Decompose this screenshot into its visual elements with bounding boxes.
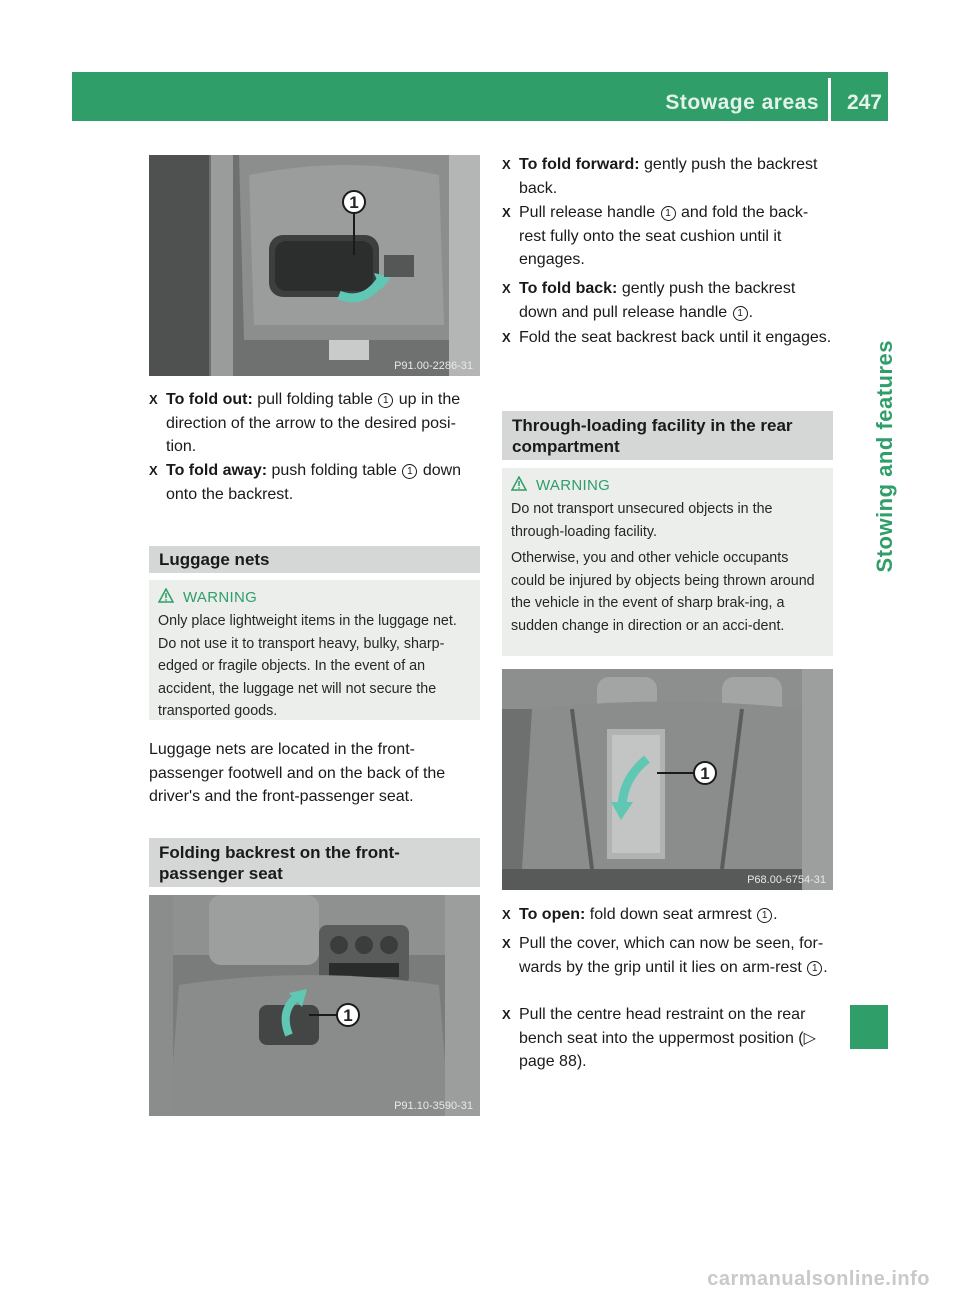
chapter-tab-label: Stowing and features (872, 340, 897, 573)
header-divider (828, 78, 831, 121)
warning-title: WARNING (511, 476, 824, 496)
step-fold-backrest-back: X Fold the seat backrest back until it engages. (502, 326, 833, 350)
step-arrow-icon: X (502, 281, 511, 296)
footer-watermark: carmanualsonline.info (707, 1268, 930, 1290)
warning-text: Only place lightweight items in the luggage net. Do not use it to transport heavy, bulky, sharp-edged or fragile objects. In the event of an accident, the luggage net will not secure the transported goods. (158, 613, 457, 719)
luggage-nets-paragraph: Luggage nets are located in the front-passenger footwell and on the back of the driver's and the front-passenger seat. (149, 741, 446, 805)
step-fold-out: X To fold out: pull folding table 1 up in the direction of the arrow to the desired posi-tion. (149, 388, 480, 459)
warning-triangle-icon (158, 588, 174, 603)
heading-through-loading: Through-loading facility in the rear compartment (502, 411, 833, 460)
reference-marker: 1 (661, 206, 676, 221)
section-title: Stowage areas (665, 91, 819, 114)
step-arrow-icon: X (502, 1007, 511, 1022)
page-reference-link[interactable]: page 88). (519, 1053, 587, 1070)
reference-marker: 1 (807, 961, 822, 976)
page-number: 247 (846, 91, 882, 114)
reference-marker: 1 (757, 908, 772, 923)
reference-marker: 1 (733, 306, 748, 321)
step-arrow-icon: X (149, 463, 158, 478)
figure-callout: 1 (349, 193, 359, 212)
figure-code: P91.10-3590-31 (394, 1100, 473, 1112)
warning-text: Otherwise, you and other vehicle occupants could be injured by objects being thrown around the vehicle in the event of sharp brak-ing, a sudden change in direction or an acci-dent. (511, 550, 815, 634)
reference-marker: 1 (378, 393, 393, 408)
warning-title: WARNING (158, 588, 471, 608)
figure-code: P91.00-2286-31 (394, 360, 473, 372)
page-header (72, 72, 888, 121)
step-fold-back: X To fold back: gently push the backrest down and pull release handle 1 . (502, 277, 833, 324)
step-arrow-icon: X (502, 936, 511, 951)
step-arrow-icon: X (149, 392, 158, 407)
warning-triangle-icon (511, 476, 527, 491)
step-fold-away: X To fold away: push folding table 1 down onto the backrest. (149, 459, 480, 506)
figure-callout: 1 (343, 1006, 353, 1025)
page-ref-icon: ▷ (803, 1029, 816, 1047)
figure-rear-seat-through-loading (502, 669, 833, 890)
figure-folding-table (149, 155, 480, 376)
step-pull-head-restraint: X Pull the centre head restraint on the rear bench seat into the uppermost position (▷ page 88). (502, 1003, 833, 1074)
step-fold-forward: X To fold forward: gently push the backrest back. (502, 153, 833, 200)
figure-code: P68.00-6754-31 (747, 874, 826, 886)
heading-luggage-nets: Luggage nets (149, 546, 480, 573)
chapter-marker (850, 1005, 888, 1049)
step-arrow-icon: X (502, 205, 511, 220)
step-arrow-icon: X (502, 157, 511, 172)
step-pull-release-handle: X Pull release handle 1 and fold the back-rest fully onto the seat cushion until it engages. (502, 201, 833, 272)
heading-folding-backrest: Folding backrest on the front-passenger seat (149, 838, 480, 887)
step-arrow-icon: X (502, 907, 511, 922)
step-open: X To open: fold down seat armrest 1 . (502, 903, 833, 927)
figure-callout: 1 (700, 764, 710, 783)
figure-backrest-release (149, 895, 480, 1116)
warning-luggage-nets (149, 580, 480, 720)
reference-marker: 1 (402, 464, 417, 479)
step-arrow-icon: X (502, 330, 511, 345)
step-pull-cover: X Pull the cover, which can now be seen, for-wards by the grip until it lies on arm-rest 1 . (502, 932, 833, 979)
warning-through-loading (502, 468, 833, 656)
warning-text: Do not transport unsecured objects in the through-loading facility. (511, 501, 773, 540)
